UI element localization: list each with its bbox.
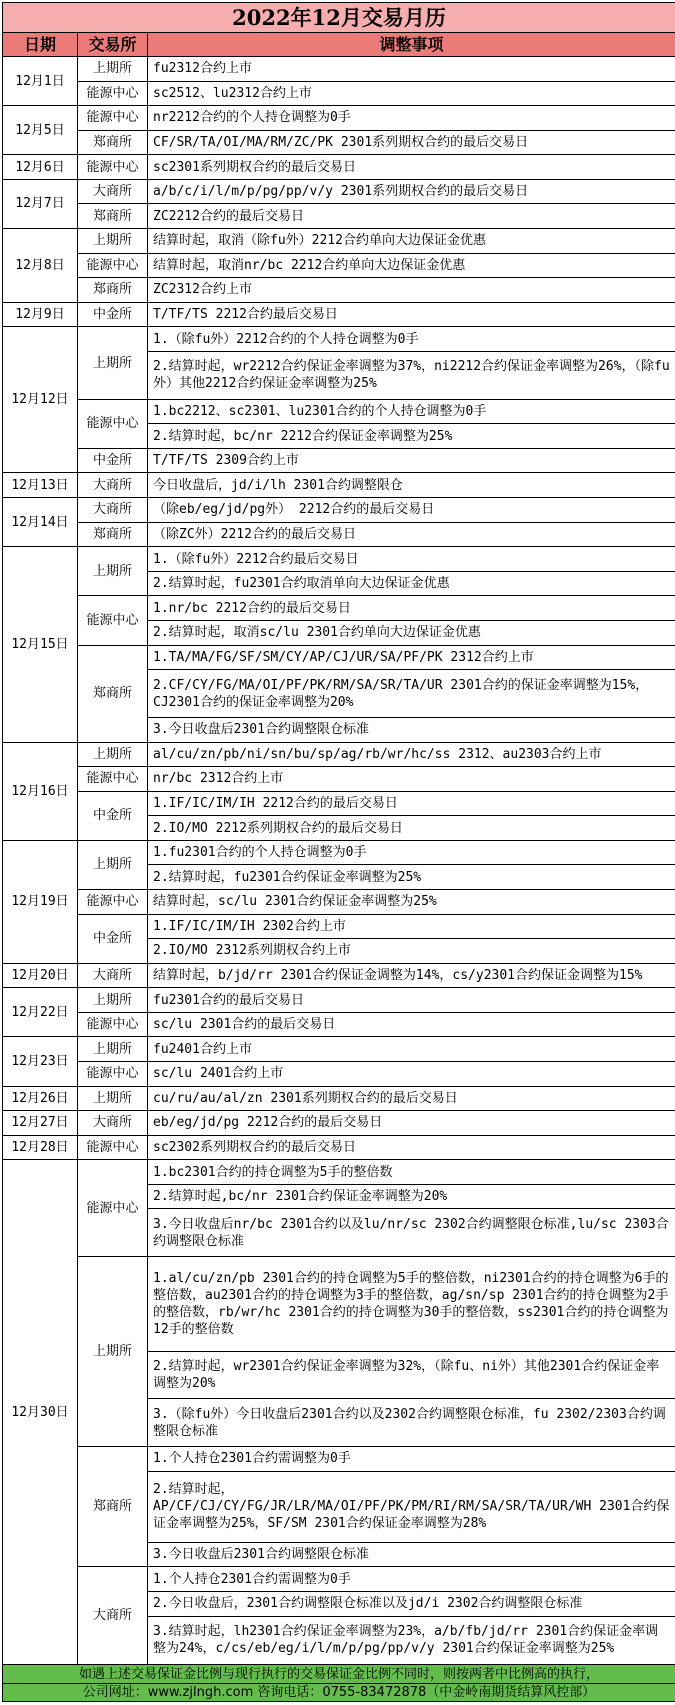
matter-cell: 1.TA/MA/FG/SF/SM/CY/AP/CJ/UR/SA/PF/PK 2312合约上市 [148,645,675,670]
exchange-cell: 上期所 [78,1086,148,1111]
exchange-cell: 上期所 [78,57,148,82]
calendar-row [3,1062,675,1087]
matter-cell: cu/ru/au/al/zn 2301系列期权合约的最后交易日 [148,1086,675,1111]
exchange-cell: 大商所 [78,1567,148,1665]
date-cell: 12月30日 [3,1160,78,1665]
matter-cell: 2.IO/MO 2212系列期权合约的最后交易日 [148,816,675,841]
exchange-cell: 上期所 [78,229,148,254]
date-cell: 12月27日 [3,1111,78,1136]
exchange-cell: 中金所 [78,791,148,840]
date-cell: 12月15日 [3,547,78,742]
calendar-row [3,742,675,767]
calendar-row [3,988,675,1013]
exchange-cell: 大商所 [78,498,148,523]
calendar-row [3,302,675,327]
date-cell: 12月26日 [3,1086,78,1111]
date-cell: 12月22日 [3,988,78,1037]
matter-cell: fu2301合约的最后交易日 [148,988,675,1013]
exchange-cell: 能源中心 [78,106,148,131]
calendar-row [3,399,675,424]
page-title: 2022年12月交易月历 [3,3,675,33]
calendar-row [3,963,675,988]
matter-cell: 1.nr/bc 2212合约的最后交易日 [148,596,675,621]
matter-cell: 1.（除fu外）2212合约最后交易日 [148,547,675,572]
matter-cell: fu2401合约上市 [148,1037,675,1062]
exchange-cell: 郑商所 [78,645,148,742]
matter-cell: 1.bc2212、sc2301、lu2301合约的个人持仓调整为0手 [148,399,675,424]
date-cell: 12月1日 [3,57,78,106]
matter-cell: 3.今日收盘后nr/bc 2301合约以及lu/nr/sc 2302合约调整限仓标准,lu/sc 2303合约调整限仓标准 [148,1209,675,1257]
matter-cell: 2.CF/CY/FG/MA/OI/PF/PK/RM/SA/SR/TA/UR 2301合约的保证金率调整为15%，CJ2301合约的保证金率调整为20% [148,670,675,718]
date-cell: 12月20日 [3,963,78,988]
matter-cell: eb/eg/jd/pg 2212合约的最后交易日 [148,1111,675,1136]
exchange-cell: 上期所 [78,1257,148,1447]
exchange-cell: 能源中心 [78,1062,148,1087]
calendar-row [3,547,675,572]
calendar-row [3,767,675,792]
calendar-row [3,57,675,82]
calendar-row [3,1257,675,1351]
matter-cell: 2.结算时起，wr2212合约保证金率调整为37%，ni2212合约保证金率调整为26%，（除fu外）其他2212合约保证金率调整为25% [148,351,675,399]
matter-cell: T/TF/TS 2212合约最后交易日 [148,302,675,327]
calendar-row [3,204,675,229]
calendar-row [3,1037,675,1062]
exchange-cell: 能源中心 [78,81,148,106]
matter-cell: 2.结算时起，wr2301合约保证金率调整为32%，（除fu、ni外）其他2301合约保证金率调整为20% [148,1351,675,1399]
matter-cell: sc/lu 2301合约的最后交易日 [148,1012,675,1037]
matter-cell: 1.IF/IC/IM/IH 2302合约上市 [148,914,675,939]
date-cell: 12月12日 [3,327,78,473]
calendar-row [3,278,675,303]
matter-cell: ZC2312合约上市 [148,278,675,303]
exchange-cell: 中金所 [78,914,148,963]
matter-cell: （除eb/eg/jd/pg外） 2212合约的最后交易日 [148,498,675,523]
matter-cell: sc2301系列期权合约的最后交易日 [148,155,675,180]
calendar-row [3,253,675,278]
matter-cell: ZC2212合约的最后交易日 [148,204,675,229]
matter-cell: 3.结算时起，lh2301合约保证金率调整为23%，a/b/fb/jd/rr 2301合约保证金率调整为24%，c/cs/eb/eg/i/l/m/p/pg/pp/v/y 2301合约保证金率调整为25% [148,1616,675,1664]
calendar-row [3,791,675,816]
matter-cell: 1.（除fu外）2212合约的个人持仓调整为0手 [148,327,675,352]
calendar-row [3,596,675,621]
calendar-row [3,1111,675,1136]
calendar-row [3,889,675,914]
date-cell: 12月9日 [3,302,78,327]
header-exchange: 交易所 [78,33,148,57]
exchange-cell: 能源中心 [78,1012,148,1037]
matter-cell: 3.（除fu外）今日收盘后2301合约以及2302合约调整限仓标准，fu 2302/2303合约调整限仓标准 [148,1399,675,1447]
date-cell: 12月23日 [3,1037,78,1086]
exchange-cell: 能源中心 [78,155,148,180]
calendar-row [3,645,675,670]
calendar-row [3,1447,675,1472]
exchange-cell: 能源中心 [78,596,148,645]
matter-cell: al/cu/zn/pb/ni/sn/bu/sp/ag/rb/wr/hc/ss 2312、au2303合约上市 [148,742,675,767]
matter-cell: 今日收盘后，jd/i/lh 2301合约调整限仓 [148,473,675,498]
date-cell: 12月28日 [3,1135,78,1160]
exchange-cell: 能源中心 [78,399,148,448]
date-cell: 12月13日 [3,473,78,498]
matter-cell: sc/lu 2401合约上市 [148,1062,675,1087]
matter-cell: 1.个人持仓2301合约需调整为0手 [148,1447,675,1472]
exchange-cell: 上期所 [78,547,148,596]
exchange-cell: 郑商所 [78,522,148,547]
matter-cell: （除ZC外）2212合约的最后交易日 [148,522,675,547]
matter-cell: 2.结算时起，fu2301合约保证金率调整为25% [148,865,675,890]
calendar-row [3,130,675,155]
footer-row [3,1665,675,1684]
exchange-cell: 能源中心 [78,253,148,278]
calendar-row [3,498,675,523]
header-row [3,33,675,57]
exchange-cell: 大商所 [78,963,148,988]
matter-cell: 2.结算时起，fu2301合约取消单向大边保证金优惠 [148,571,675,596]
footer-note: 如遇上述交易保证金比例与现行执行的交易保证金比例不同时，则按两者中比例高的执行， [3,1665,675,1684]
exchange-cell: 郑商所 [78,204,148,229]
matter-cell: sc2512、lu2312合约上市 [148,81,675,106]
exchange-cell: 上期所 [78,988,148,1013]
footer-row [3,1684,675,1702]
matter-cell: 结算时起，取消（除fu外）2212合约单向大边保证金优惠 [148,229,675,254]
exchange-cell: 上期所 [78,742,148,767]
calendar-row [3,327,675,352]
exchange-cell: 能源中心 [78,889,148,914]
matter-cell: 2.结算时起，取消sc/lu 2301合约单向大边保证金优惠 [148,620,675,645]
matter-cell: nr2212合约的个人持仓调整为0手 [148,106,675,131]
matter-cell: fu2312合约上市 [148,57,675,82]
matter-cell: 2.结算时起，AP/CF/CJ/CY/FG/JR/LR/MA/OI/PF/PK/PM/RI/RM/SA/SR/TA/UR/WH 2301合约保证金率调整为25%，SF/SM 2301合约保证金率调整为28% [148,1471,675,1542]
exchange-cell: 能源中心 [78,1160,148,1257]
calendar-row [3,522,675,547]
date-cell: 12月5日 [3,106,78,155]
date-cell: 12月6日 [3,155,78,180]
calendar-row [3,473,675,498]
calendar-row [3,81,675,106]
exchange-cell: 大商所 [78,1111,148,1136]
matter-cell: sc2302系列期权合约的最后交易日 [148,1135,675,1160]
header-matters: 调整事项 [148,33,675,57]
header-date: 日期 [3,33,78,57]
matter-cell: a/b/c/i/l/m/p/pg/pp/v/y 2301系列期权合约的最后交易日 [148,179,675,204]
calendar-row [3,840,675,865]
matter-cell: 1.al/cu/zn/pb 2301合约的持仓调整为5手的整倍数，ni2301合约的持仓调整为6手的整倍数，au2301合约的持仓调整为3手的整倍数，ag/sn/sp 2301合约的持仓调整为2手的整倍数，rb/wr/hc 2301合约的持仓调整为30手的整倍数，ss2301合约的持仓调整为12手的整倍数 [148,1257,675,1351]
matter-cell: CF/SR/TA/OI/MA/RM/ZC/PK 2301系列期权合约的最后交易日 [148,130,675,155]
matter-cell: 2.IO/MO 2312系列期权合约上市 [148,939,675,964]
exchange-cell: 上期所 [78,1037,148,1062]
calendar-row [3,1567,675,1592]
matter-cell: 1.fu2301合约的个人持仓调整为0手 [148,840,675,865]
matter-cell: 1.IF/IC/IM/IH 2212合约的最后交易日 [148,791,675,816]
matter-cell: 2.结算时起,bc/nr 2301合约保证金率调整为20% [148,1184,675,1209]
exchange-cell: 郑商所 [78,130,148,155]
date-cell: 12月14日 [3,498,78,547]
date-cell: 12月7日 [3,179,78,228]
calendar-row [3,1135,675,1160]
matter-cell: 结算时起，b/jd/rr 2301合约保证金调整为14%，cs/y2301合约保证金调整为15% [148,963,675,988]
exchange-cell: 郑商所 [78,278,148,303]
matter-cell: 3.今日收盘后2301合约调整限仓标准 [148,1542,675,1567]
calendar-row [3,229,675,254]
matter-cell: 1.bc2301合约的持仓调整为5手的整倍数 [148,1160,675,1185]
calendar-row [3,1086,675,1111]
title-row [3,3,675,33]
date-cell: 12月19日 [3,840,78,963]
exchange-cell: 能源中心 [78,767,148,792]
matter-cell: 结算时起，取消nr/bc 2212合约单向大边保证金优惠 [148,253,675,278]
trading-calendar-table [2,2,675,1702]
exchange-cell: 郑商所 [78,1447,148,1567]
calendar-row [3,448,675,473]
matter-cell: 3.今日收盘后2301合约调整限仓标准 [148,717,675,742]
exchange-cell: 中金所 [78,448,148,473]
exchange-cell: 上期所 [78,327,148,399]
exchange-cell: 能源中心 [78,1135,148,1160]
exchange-cell: 大商所 [78,473,148,498]
matter-cell: 2.今日收盘后，2301合约调整限仓标准以及jd/i 2302合约调整限仓标准 [148,1591,675,1616]
matter-cell: 2.结算时起，bc/nr 2212合约保证金率调整为25% [148,424,675,449]
calendar-row [3,179,675,204]
calendar-row [3,1012,675,1037]
calendar-row [3,1160,675,1185]
calendar-row [3,914,675,939]
footer-contact: 公司网址：www.zjlngh.com 咨询电话：0755-83472878（中金岭南期货结算风控部） [3,1684,675,1702]
date-cell: 12月8日 [3,229,78,303]
matter-cell: T/TF/TS 2309合约上市 [148,448,675,473]
matter-cell: 结算时起，sc/lu 2301合约保证金率调整为25% [148,889,675,914]
exchange-cell: 大商所 [78,179,148,204]
matter-cell: nr/bc 2312合约上市 [148,767,675,792]
exchange-cell: 上期所 [78,840,148,889]
calendar-row [3,155,675,180]
calendar-row [3,106,675,131]
date-cell: 12月16日 [3,742,78,840]
exchange-cell: 中金所 [78,302,148,327]
matter-cell: 1.个人持仓2301合约需调整为0手 [148,1567,675,1592]
